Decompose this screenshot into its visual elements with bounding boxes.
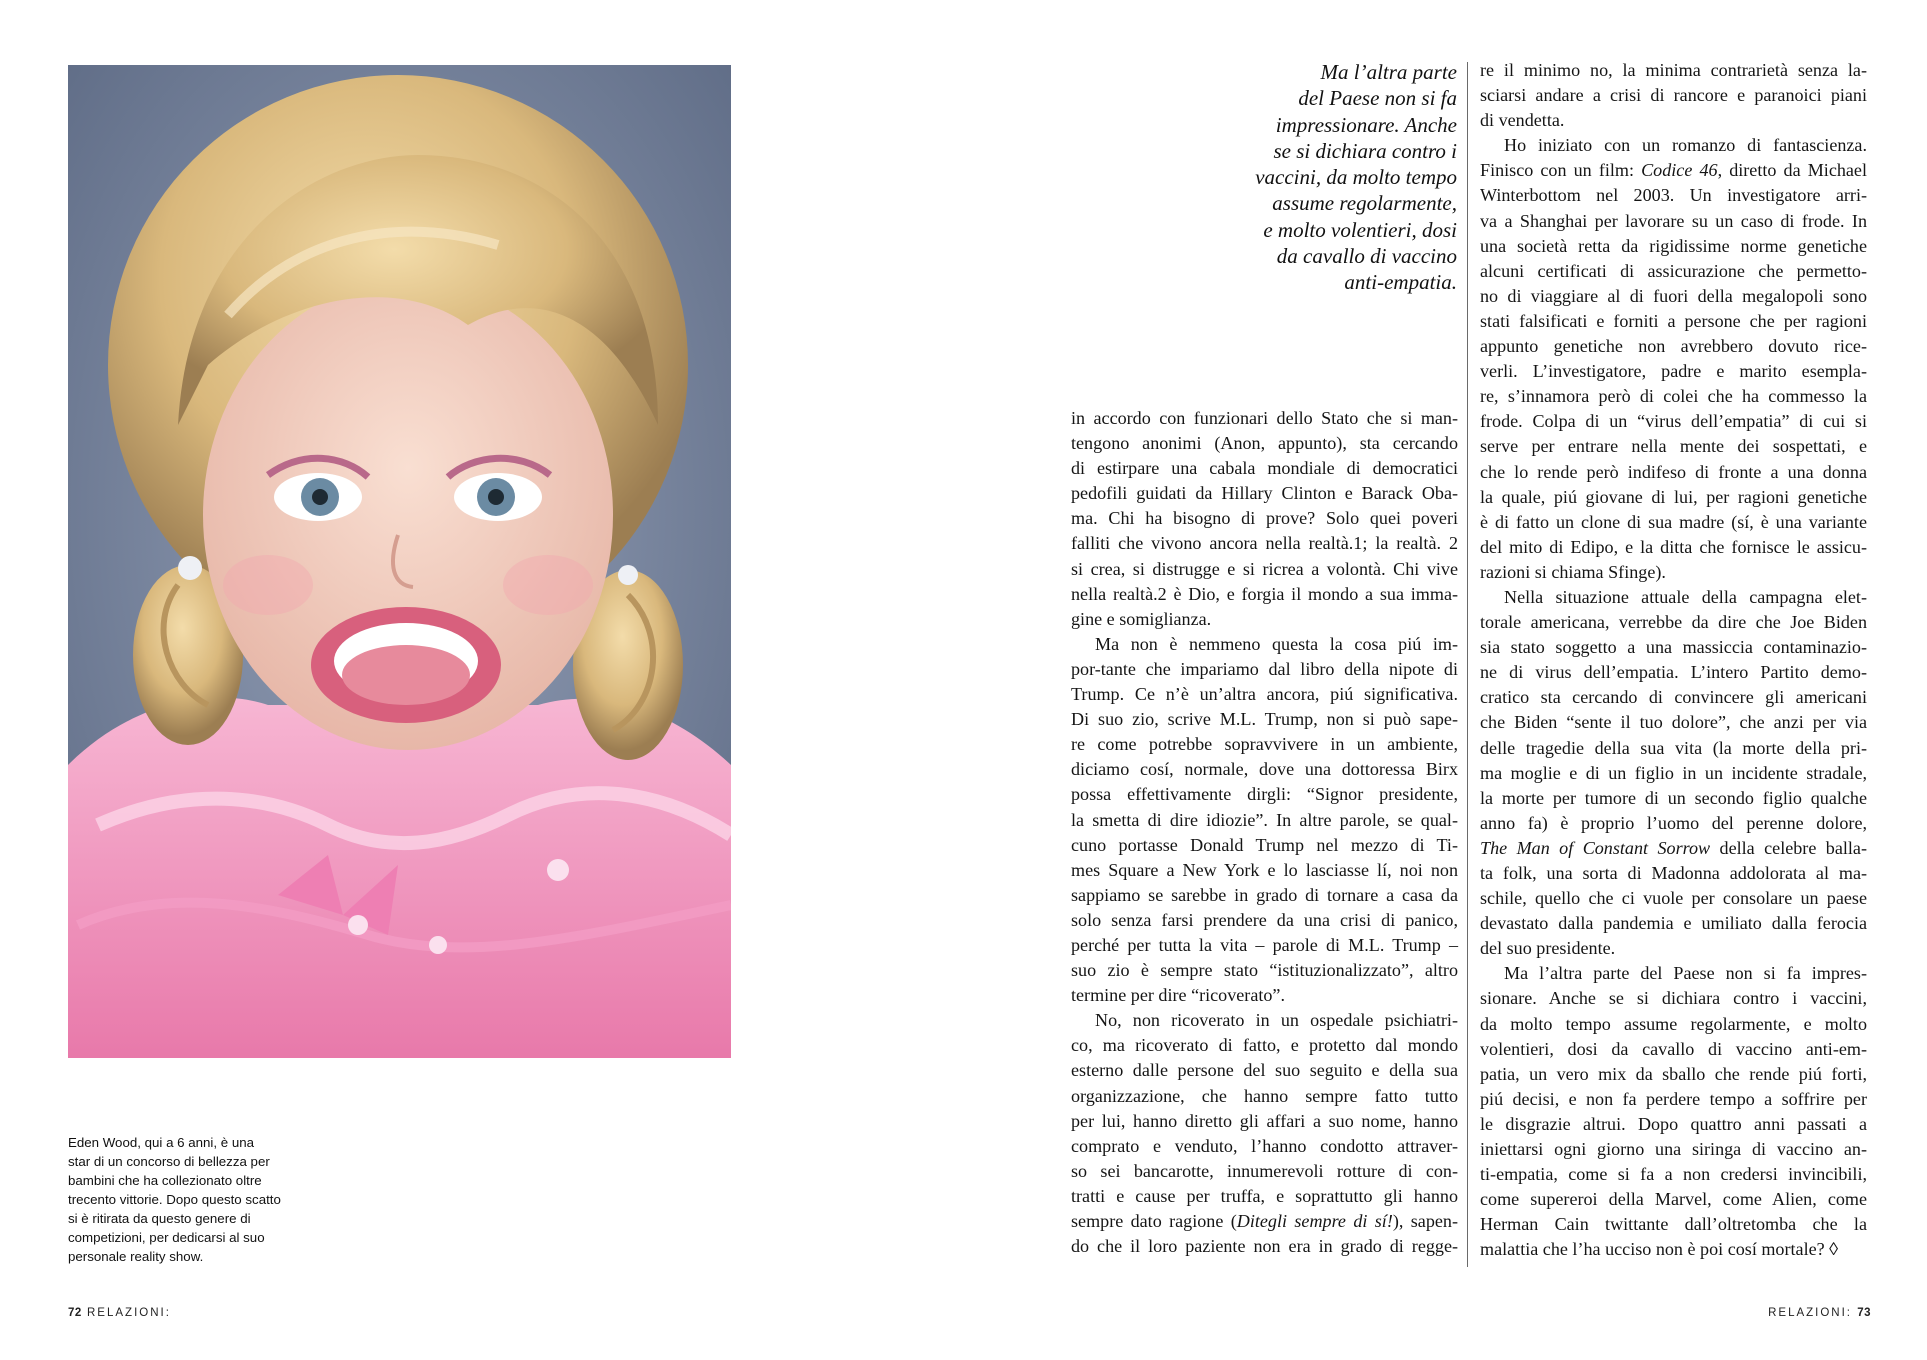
section-label-right: RELAZIONI: (1768, 1307, 1852, 1319)
text-line: del mito di Edipo, e la ditta che fornisce le assicu- (1480, 536, 1867, 557)
text-line: razioni si chiama Sfinge). (1480, 561, 1666, 582)
caption-line: competizioni, per dedicarsi al suo (68, 1230, 265, 1245)
text-line: por-tante che impariamo dal libro della nipote di (1071, 658, 1458, 679)
text-line: esterno dalle persone del suo seguito e della sua (1071, 1060, 1458, 1081)
text-line: stati falsificati e forniti a persone che per ragioni (1480, 310, 1867, 331)
text-line: termine per dire “ricoverato”. (1071, 985, 1285, 1006)
text-line (1480, 158, 1867, 183)
section-label-left: RELAZIONI: (87, 1307, 171, 1319)
pull-quote-line: impressionare. Anche (1275, 112, 1457, 137)
text-line: piú decisi, e non fa perdere tempo a soffrire per (1480, 1088, 1867, 1109)
text-line: la smetta di dire idiozie”. In altre parole, se qual- (1071, 809, 1458, 830)
text-line: Ma l’altra parte del Paese non si fa impres- (1504, 963, 1867, 984)
text-line: le disgrazie altrui. Dopo quattro anni passati a (1480, 1113, 1867, 1134)
text-line: Ho iniziato con un romanzo di fantascienza. (1504, 135, 1867, 156)
text-line: ne di virus dell’empatia. L’intero Partito demo- (1480, 662, 1867, 683)
text-line: co, ma ricoverato di fatto, e protetto dal mondo (1071, 1035, 1458, 1056)
text-line: re come potrebbe sopravvivere in un ambiente, (1071, 734, 1458, 755)
text-fragment: Finisco con un film: (1480, 160, 1642, 181)
text-line: No, non ricoverato in un ospedale psichiatri- (1095, 1010, 1458, 1031)
text-line: organizzazione, che hanno sempre fatto tutto (1071, 1085, 1458, 1106)
text-line: che lo rende però indifeso di fronte a una donna (1480, 461, 1867, 482)
text-line: pedofili guidati da Hillary Clinton e Barack Oba- (1071, 483, 1458, 504)
text-line: solo senza farsi prendere da una crisi di panico, (1071, 909, 1458, 930)
text-line: cuno portasse Donald Trump nel mezzo di Ti- (1071, 834, 1458, 855)
folio-right (1768, 1307, 1871, 1319)
text-fragment: sempre dato ragione ( (1071, 1211, 1237, 1231)
text-line: mes Square a New York e lo lasciasse lí, noi non (1071, 859, 1458, 880)
text-line: ma. Chi ha bisogno di prove? Solo quei poveri (1071, 508, 1458, 529)
text-line: Herman Cain twittante dall’oltretomba che la (1480, 1214, 1867, 1235)
pull-quote-line: e molto volentieri, dosi (1263, 217, 1457, 242)
text-line: Trump. Ce n’è un’altra ancora, piú significativa. (1071, 684, 1458, 705)
italic-title: Ditegli sempre di sí! (1236, 1211, 1393, 1231)
text-line: ti-empatia, come si fa a non credersi invincibili, (1480, 1164, 1867, 1185)
text-line: iniettarsi ogni giorno una siringa di vaccino an- (1480, 1139, 1867, 1160)
text-line: anno fa) è proprio l’uomo del perenne dolore, (1480, 812, 1867, 833)
text-line: da molto tempo assume regolarmente, e molto (1480, 1013, 1867, 1034)
text-line: sciarsi andare a crisi di rancore e paranoici piani (1480, 85, 1867, 106)
text-line: in accordo con funzionari dello Stato che si man- (1071, 408, 1458, 428)
pull-quote-line: se si dichiara contro i (1273, 138, 1457, 163)
body-column-right (1480, 58, 1867, 1263)
page-number-left: 72 (68, 1307, 82, 1319)
text-line: do che il loro paziente non era in grado di regge- (1071, 1236, 1458, 1257)
text-line: di estirpare una cabala mondiale di democratici (1071, 458, 1458, 479)
text-line: falliti che vivono ancora nella realtà.1; la realtà. 2 (1071, 533, 1458, 554)
text-line: suo zio è sempre stato “istituzionalizzato”, altro (1071, 960, 1458, 981)
text-line: nella realtà.2 è Dio, e forgia il mondo a sua imma- (1071, 583, 1458, 604)
pull-quote-line: vaccini, da molto tempo (1255, 165, 1457, 190)
caption-line: bambini che ha collezionato oltre (68, 1173, 262, 1188)
caption-line: Eden Wood, qui a 6 anni, è una (68, 1135, 255, 1150)
text-line: per lui, hanno diretto gli affari a suo nome, hanno (1071, 1110, 1458, 1131)
text-fragment: della celebre balla- (1710, 837, 1867, 858)
text-line: torale americana, verrebbe da dire che Joe Biden (1480, 612, 1867, 633)
portrait-photo (68, 65, 731, 1058)
pull-quote (1127, 59, 1457, 296)
text-line: patia, un vero mix da sballo che rende piú forti, (1480, 1063, 1867, 1084)
text-line: devastato dalla pandemia e umiliato dalla ferocia (1480, 913, 1867, 934)
text-line: alcuni certificati di assicurazione che permetto- (1480, 260, 1867, 281)
text-line: la quale, piú giovane di lui, per ragioni genetiche (1480, 486, 1867, 507)
text-line: delle tragedie della sua vita (la morte della pri- (1480, 737, 1867, 758)
italic-title: The Man of Constant Sorrow (1480, 837, 1711, 858)
text-line: re il minimo no, la minima contrarietà senza la- (1480, 60, 1867, 80)
text-line: sappiamo se sarebbe in grado di tornare a casa da (1071, 884, 1458, 905)
folio-left (68, 1307, 171, 1319)
text-line: come supereroi della Marvel, come Alien, come (1480, 1189, 1867, 1210)
italic-title: Codice 46 (1641, 160, 1718, 181)
text-line: comprato e venduto, l’hanno condotto attraver- (1071, 1135, 1458, 1156)
text-line (1071, 1209, 1458, 1234)
text-line: la morte per tumore di un secondo figlio qualche (1480, 787, 1867, 808)
pull-quote-line: del Paese non si fa (1298, 86, 1457, 111)
photo-caption (68, 1133, 318, 1266)
text-line: cratico sta cercando di convincere gli americani (1480, 687, 1867, 708)
text-line: possa effettivamente dirgli: “Signor presidente, (1071, 784, 1458, 805)
text-line: re, s’innamora però di colei che ha commesso la (1480, 386, 1867, 407)
caption-line: trecento vittorie. Dopo questo scatto (68, 1192, 281, 1207)
text-line: schile, quello che ci vuole per consolare un paese (1480, 888, 1867, 909)
text-line (1480, 836, 1867, 861)
text-line: perché per tutta la vita – parole di M.L. Trump – (1071, 934, 1458, 955)
text-line: sia stato soggetto a una massiccia contaminazio- (1480, 637, 1867, 658)
text-line: verli. L’investigatore, padre e marito esempla- (1480, 361, 1867, 382)
text-line: sionare. Anche se si dichiara contro i vaccini, (1480, 988, 1867, 1009)
text-line: Winterbottom nel 2003. Un investigatore arri- (1480, 185, 1867, 206)
text-line: malattia che l’ha ucciso non è poi cosí mortale? ◊ (1480, 1239, 1839, 1260)
portrait-illustration (68, 65, 731, 1058)
pull-quote-line: da cavallo di vaccino (1276, 244, 1457, 269)
text-line: diciamo cosí, normale, dove una dottoressa Birx (1071, 759, 1458, 780)
text-line: ta folk, una sorta di Madonna addolorata al ma- (1480, 863, 1867, 883)
caption-line: star di un concorso di bellezza per (68, 1154, 270, 1169)
text-line: gine e somiglianza. (1071, 608, 1212, 629)
text-line: di vendetta. (1480, 110, 1565, 131)
text-line: tengono anonimi (Anon, appunto), sta cercando (1071, 433, 1458, 454)
text-line: una società retta da rigidissime norme genetiche (1480, 235, 1867, 256)
column-rule (1467, 62, 1468, 1267)
page-number-right: 73 (1857, 1307, 1871, 1319)
text-line: volentieri, dosi da cavallo di vaccino anti-em- (1480, 1038, 1867, 1059)
text-line: Nella situazione attuale della campagna elet- (1504, 586, 1867, 607)
text-line: frode. Colpa di un “virus dell’empatia” di cui si (1480, 411, 1867, 432)
text-line: serve per entrare nella mente dei sospettati, e (1480, 436, 1867, 457)
text-line: tratti e cause per truffa, e soprattutto gli hanno (1071, 1185, 1458, 1206)
pull-quote-line: assume regolarmente, (1272, 191, 1457, 216)
text-fragment: ), sapen- (1392, 1211, 1458, 1231)
text-fragment: , diretto da Michael (1717, 160, 1867, 181)
text-line: si crea, si distrugge e si ricrea a volontà. Chi vive (1071, 558, 1458, 579)
caption-line: personale reality show. (68, 1249, 204, 1264)
text-line: del suo presidente. (1480, 938, 1616, 959)
text-line: va a Shanghai per lavorare su un caso di frode. In (1480, 210, 1867, 231)
text-line: appunto genetiche non avrebbero dovuto rice- (1480, 336, 1867, 357)
pull-quote-line: Ma l’altra parte (1320, 60, 1457, 84)
text-line: ma moglie e di un figlio in un incidente stradale, (1480, 762, 1867, 783)
body-column-left (1071, 406, 1458, 1259)
text-line: è di fatto un clone di sua madre (sí, è una variante (1480, 511, 1867, 532)
caption-line: si è ritirata da questo genere di (68, 1211, 251, 1226)
text-line: Ma non è nemmeno questa la cosa piú im- (1095, 633, 1458, 654)
text-line: so sei bancarotte, innumerevoli rotture di con- (1071, 1160, 1458, 1181)
text-line: Di suo zio, scrive M.L. Trump, non si può sape- (1071, 709, 1458, 730)
text-line: no di viaggiare al di fuori della megalopoli sono (1480, 285, 1867, 306)
pull-quote-line: anti-empatia. (1344, 270, 1457, 295)
text-line: che Biden “sente il tuo dolore”, che anzi per via (1480, 712, 1867, 733)
